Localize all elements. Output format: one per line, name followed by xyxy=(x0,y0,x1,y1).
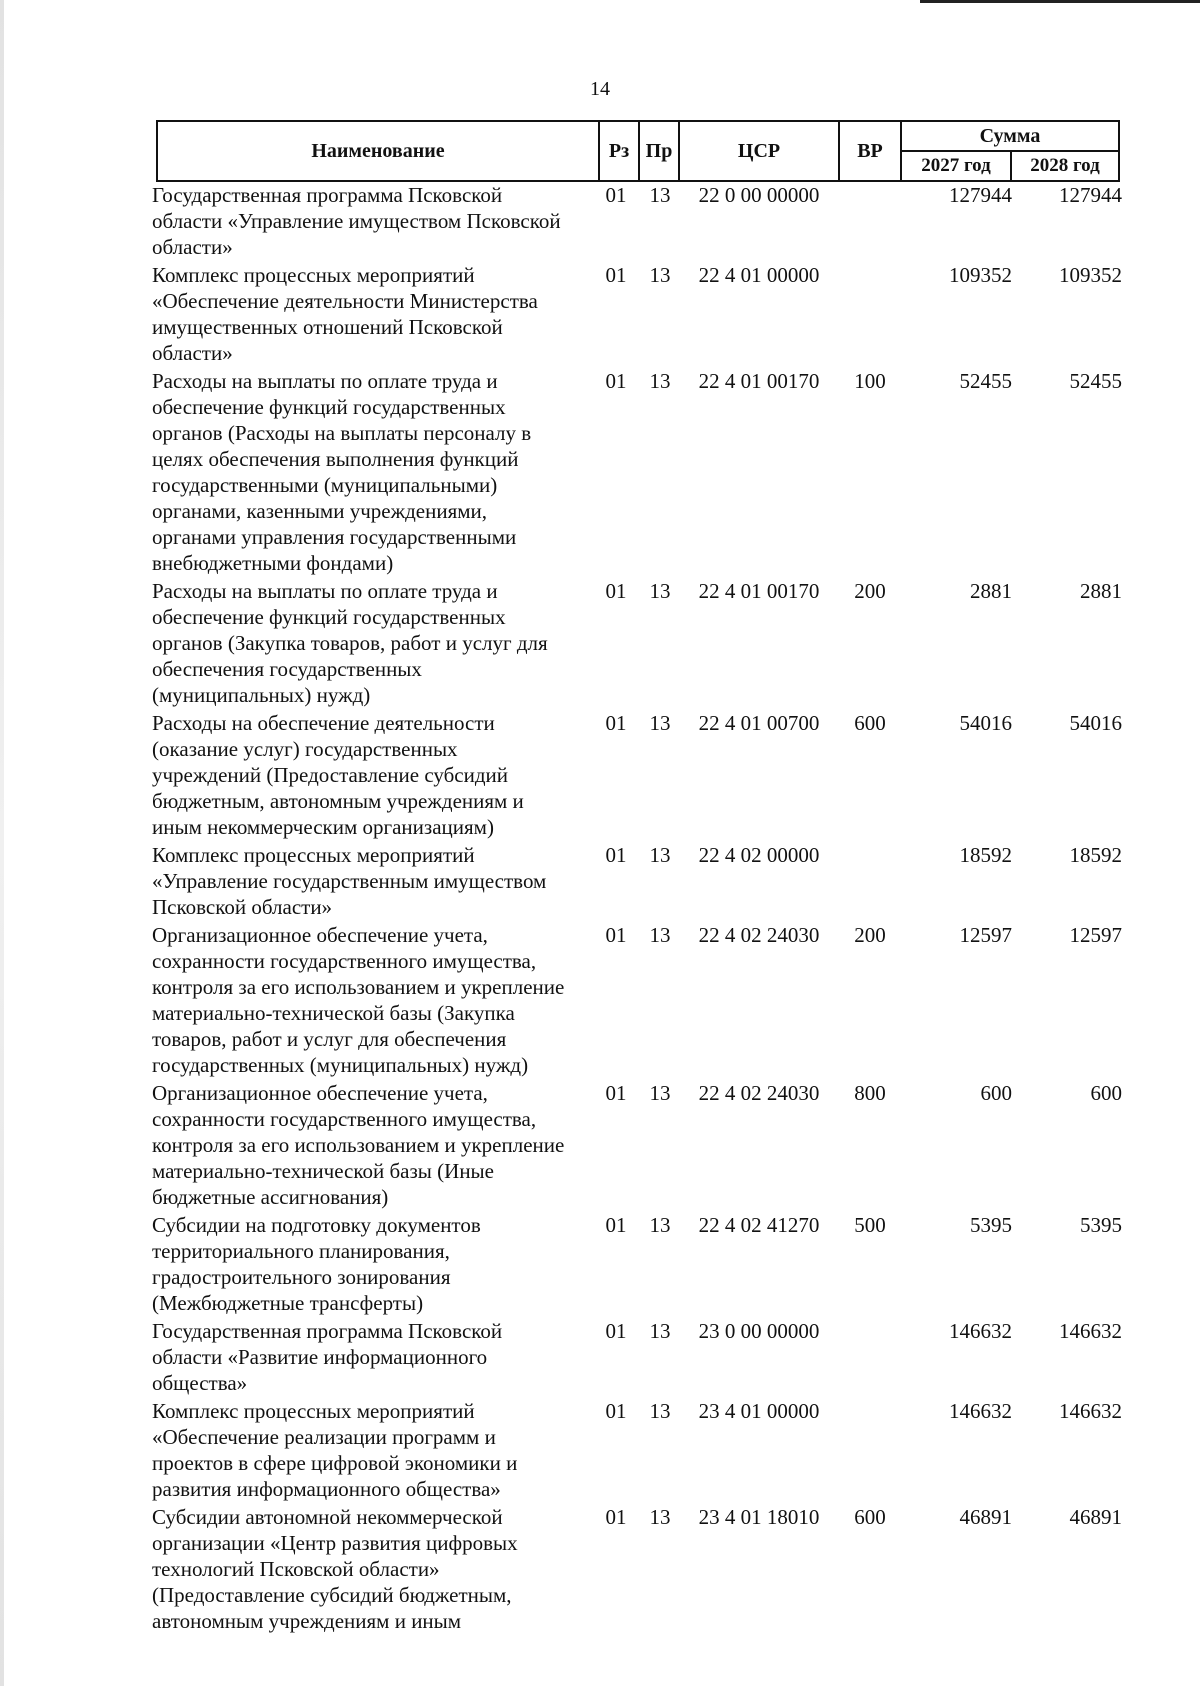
row-rz: 01 xyxy=(605,843,627,867)
header-name: Наименование xyxy=(156,120,600,182)
row-vr: 800 xyxy=(854,1081,886,1105)
row-sum-2027: 146632 xyxy=(949,1319,1012,1343)
row-name: Расходы на выплаты по оплате труда и обеспечение функций государственных органов (Закупка товаров, работ и услуг для обеспечения государственных (муниципальных) нужд) xyxy=(152,579,548,707)
row-vr: 100 xyxy=(854,369,886,393)
table-row xyxy=(0,368,1200,578)
row-pr: 13 xyxy=(649,1505,671,1529)
row-pr: 13 xyxy=(649,263,671,287)
table-row xyxy=(0,578,1200,710)
table-row xyxy=(0,1504,1200,1636)
row-sum-2028: 127944 xyxy=(1059,183,1122,207)
row-rz: 01 xyxy=(605,923,627,947)
row-sum-2027: 600 xyxy=(980,1081,1012,1105)
table-row xyxy=(0,1080,1200,1212)
row-pr: 13 xyxy=(649,579,671,603)
row-sum-2027: 46891 xyxy=(959,1505,1012,1529)
row-pr: 13 xyxy=(649,711,671,735)
top-rule xyxy=(920,0,1200,3)
row-sum-2028: 146632 xyxy=(1059,1399,1122,1423)
table-row xyxy=(0,842,1200,922)
row-sum-2028: 12597 xyxy=(1069,923,1122,947)
row-vr: 200 xyxy=(854,923,886,947)
page-number: 14 xyxy=(590,78,610,100)
header-vr: ВР xyxy=(838,120,902,182)
row-name: Государственная программа Псковской области «Развитие информационного общества» xyxy=(152,1319,503,1395)
header-pr: Пр xyxy=(638,120,680,182)
row-csr: 22 4 02 24030 xyxy=(698,923,820,947)
row-name: Организационное обеспечение учета, сохранности государственного имущества, контроля за его использованием и укрепление материально-технической базы (Иные бюджетные ассигнования) xyxy=(152,1081,565,1209)
row-sum-2027: 2881 xyxy=(970,579,1012,603)
row-name: Комплекс процессных мероприятий «Обеспечение реализации программ и проектов в сфере цифровой экономики и развития информационного общества» xyxy=(152,1399,518,1501)
row-csr: 22 0 00 00000 xyxy=(698,183,820,207)
header-sum: Сумма xyxy=(900,120,1120,152)
header-year-2028: 2028 год xyxy=(1010,150,1120,182)
table-row xyxy=(0,262,1200,368)
header-year-2027: 2027 год xyxy=(900,150,1012,182)
row-rz: 01 xyxy=(605,1213,627,1237)
row-rz: 01 xyxy=(605,711,627,735)
row-name: Комплекс процессных мероприятий «Управление государственным имуществом Псковской области» xyxy=(152,843,547,919)
row-name: Комплекс процессных мероприятий «Обеспечение деятельности Министерства имущественных отношений Псковской области» xyxy=(152,263,538,365)
row-csr: 22 4 02 00000 xyxy=(698,843,820,867)
row-vr: 600 xyxy=(854,711,886,735)
row-sum-2027: 52455 xyxy=(959,369,1012,393)
row-csr: 22 4 01 00170 xyxy=(698,369,820,393)
table-row xyxy=(0,1398,1200,1504)
row-pr: 13 xyxy=(649,1213,671,1237)
row-sum-2027: 109352 xyxy=(949,263,1012,287)
row-sum-2027: 5395 xyxy=(970,1213,1012,1237)
row-csr: 23 4 01 00000 xyxy=(698,1399,820,1423)
row-sum-2028: 2881 xyxy=(1080,579,1122,603)
row-sum-2028: 109352 xyxy=(1059,263,1122,287)
header-rz: Рз xyxy=(598,120,640,182)
row-name: Организационное обеспечение учета, сохранности государственного имущества, контроля за его использованием и укрепление материально-технической базы (Закупка товаров, работ и услуг для обеспечения государственных (муниципальных) нужд) xyxy=(152,923,565,1077)
table-row xyxy=(0,182,1200,262)
table-body xyxy=(0,182,1200,1636)
row-sum-2027: 18592 xyxy=(959,843,1012,867)
row-rz: 01 xyxy=(605,1319,627,1343)
row-sum-2028: 600 xyxy=(1090,1081,1122,1105)
row-csr: 22 4 02 24030 xyxy=(698,1081,820,1105)
row-vr: 200 xyxy=(854,579,886,603)
row-sum-2028: 46891 xyxy=(1069,1505,1122,1529)
row-sum-2028: 52455 xyxy=(1069,369,1122,393)
table-row xyxy=(0,922,1200,1080)
row-rz: 01 xyxy=(605,1399,627,1423)
row-csr: 22 4 01 00000 xyxy=(698,263,820,287)
table-header xyxy=(156,120,1120,182)
row-csr: 23 0 00 00000 xyxy=(698,1319,820,1343)
row-sum-2028: 18592 xyxy=(1069,843,1122,867)
table-row xyxy=(0,710,1200,842)
row-pr: 13 xyxy=(649,369,671,393)
row-name: Субсидии на подготовку документов территориального планирования, градостроительного зонирования (Межбюджетные трансферты) xyxy=(152,1213,481,1315)
row-rz: 01 xyxy=(605,1081,627,1105)
row-sum-2028: 5395 xyxy=(1080,1213,1122,1237)
header-csr: ЦСР xyxy=(678,120,840,182)
row-rz: 01 xyxy=(605,263,627,287)
row-sum-2027: 146632 xyxy=(949,1399,1012,1423)
row-name: Субсидии автономной некоммерческой организации «Центр развития цифровых технологий Псковской области» (Предоставление субсидий бюджетным, автономным учреждениям и иным xyxy=(152,1505,518,1633)
row-pr: 13 xyxy=(649,923,671,947)
row-rz: 01 xyxy=(605,579,627,603)
row-csr: 22 4 02 41270 xyxy=(698,1213,820,1237)
row-rz: 01 xyxy=(605,183,627,207)
row-name: Расходы на обеспечение деятельности (оказание услуг) государственных учреждений (Предоставление субсидий бюджетным, автономным учреждениям и иным некоммерческим организациям) xyxy=(152,711,524,839)
row-csr: 22 4 01 00170 xyxy=(698,579,820,603)
row-pr: 13 xyxy=(649,1319,671,1343)
row-rz: 01 xyxy=(605,1505,627,1529)
row-sum-2027: 54016 xyxy=(959,711,1012,735)
row-rz: 01 xyxy=(605,369,627,393)
row-pr: 13 xyxy=(649,1399,671,1423)
row-sum-2028: 146632 xyxy=(1059,1319,1122,1343)
row-pr: 13 xyxy=(649,183,671,207)
row-vr: 600 xyxy=(854,1505,886,1529)
row-csr: 22 4 01 00700 xyxy=(698,711,820,735)
row-sum-2028: 54016 xyxy=(1069,711,1122,735)
row-name: Расходы на выплаты по оплате труда и обеспечение функций государственных органов (Расходы на выплаты персоналу в целях обеспечения выполнения функций государственными (муниципальными) органами, казенными учреждениями, органами управления государственными внебюджетными фондами) xyxy=(152,369,532,575)
row-csr: 23 4 01 18010 xyxy=(698,1505,820,1529)
row-name: Государственная программа Псковской области «Управление имуществом Псковской области» xyxy=(152,183,561,259)
row-pr: 13 xyxy=(649,843,671,867)
row-sum-2027: 127944 xyxy=(949,183,1012,207)
row-sum-2027: 12597 xyxy=(959,923,1012,947)
table-row xyxy=(0,1318,1200,1398)
row-vr: 500 xyxy=(854,1213,886,1237)
row-pr: 13 xyxy=(649,1081,671,1105)
table-row xyxy=(0,1212,1200,1318)
